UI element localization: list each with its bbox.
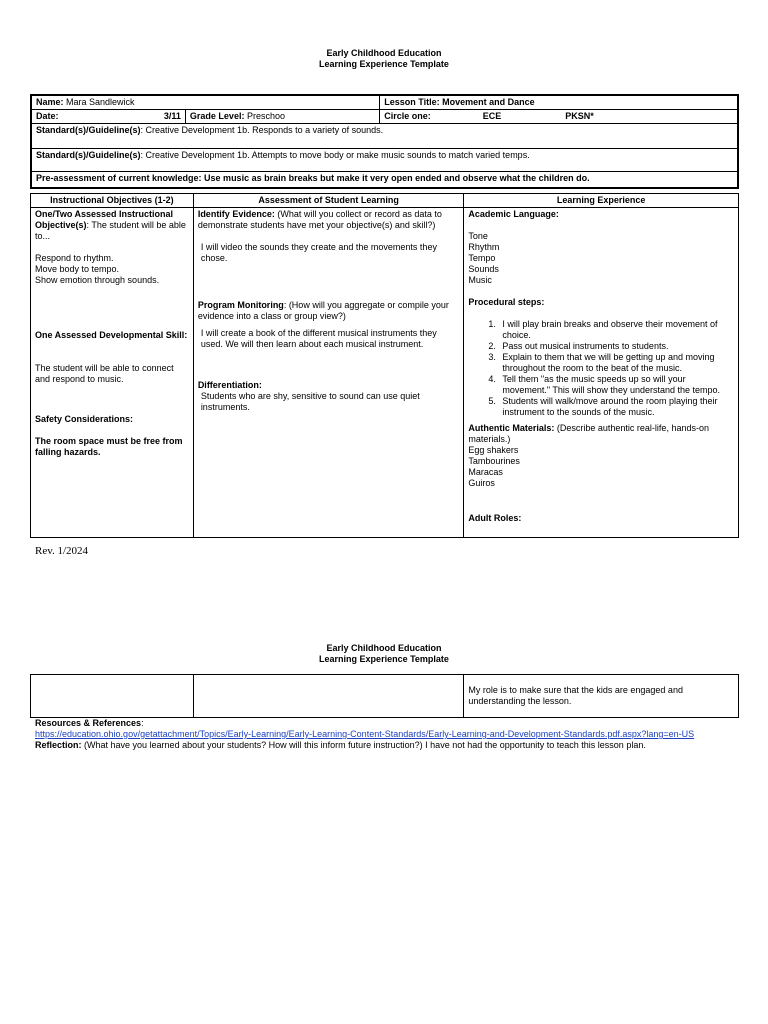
resources-section: Resources & References: https://education.ohio.gov/getattachment/Topics/Early-Learning/Early-Learning-Content-Standards/Early-Learning-and-Development-Standards.pdf.aspx?lang=en-US Reflection: (What have you learned about your students? How will this inform future instruction?) I have not had the opportunity to teach this lesson plan. <box>35 718 735 751</box>
column-header-experience: Learning Experience <box>464 194 739 208</box>
empty-cell <box>193 675 464 718</box>
objectives-cell: One/Two Assessed Instructional Objective(s): The student will be able to... Respond to rhythm. Move body to tempo. Show emotion through sounds. One Assessed Developmental Skill: The student will be able to connect and respond to music. Safety Considerations: The room space must be free from falling hazards. <box>31 208 194 538</box>
material-item: Egg shakers <box>468 445 519 455</box>
lesson-title-cell: Lesson Title: Movement and Dance <box>380 95 738 110</box>
academic-item: Music <box>468 275 492 285</box>
page-heading-1: Early Childhood Education <box>326 643 442 653</box>
circle-cell: Circle one: ECE PKSN* <box>380 110 738 124</box>
experience-cell: Academic Language: Tone Rhythm Tempo Sounds Music Procedural steps: 1. I will play brain breaks and observe their movement of choice. 2. Pass out musical instruments to students. 3. Explain to them that we will be getting up and moving throughout the room to the beat of the music. 4. Tell them "as the music speeds up so will your movement." This will show they understand the tempo. 5. Students will walk/move around the room playing their instrument to the sounds of the music. Authentic Materials: (Describe authentic real-life, hands-on materials.) Egg shakers Tambourines Maracas Guiros Adult Roles: <box>464 208 739 538</box>
name-cell: Name: Mara Sandlewick <box>31 95 380 110</box>
assessment-cell: Identify Evidence: (What will you collect or record as data to demonstrate students have met your objective(s) and skill?) I will video the sounds they create and the movements they chose. Program Monitoring: (How will you aggregate or compile your evidence into a class or group view?) I will create a book of the different musical instruments they used. We will then learn about each musical instrument. Differentiation: Students who are shy, sensitive to sound can use quiet instruments. <box>193 208 464 538</box>
date-value: 3/11 <box>163 111 181 121</box>
material-item: Tambourines <box>468 456 520 466</box>
date-cell: Date: 3/11 <box>31 110 185 124</box>
reflection-text: (What have you learned about your students? How will this inform future instruction?) I have not had the opportunity to teach this lesson plan. <box>84 740 646 750</box>
circle-pksn: PKSN* <box>565 111 594 121</box>
header-table <box>30 94 739 189</box>
lesson-title: Movement and Dance <box>442 97 535 107</box>
continuation-table <box>30 674 739 718</box>
objective-item: Move body to tempo. <box>35 264 120 274</box>
main-table <box>30 193 739 538</box>
academic-item: Tempo <box>468 253 496 263</box>
evidence-text: I will video the sounds they create and the movements they chose. <box>200 242 437 263</box>
step-item: 2. Pass out musical instruments to students. <box>498 341 734 352</box>
adult-roles-label: Adult Roles: <box>468 513 522 523</box>
adult-role-text: My role is to make sure that the kids are engaged and understanding the lesson. <box>464 675 739 718</box>
empty-cell <box>31 675 194 718</box>
material-item: Maracas <box>468 467 503 477</box>
step-item: 1. I will play brain breaks and observe their movement of choice. <box>498 319 734 341</box>
grade-value: Preschoo <box>246 111 285 121</box>
student-name: Mara Sandlewick <box>66 97 135 107</box>
grade-cell: Grade Level: Preschoo <box>185 110 379 124</box>
academic-item: Sounds <box>468 264 499 274</box>
academic-language-label: Academic Language: <box>468 209 559 219</box>
revision-note: Rev. 1/2024 <box>35 545 89 557</box>
material-item: Guiros <box>468 478 495 488</box>
developmental-skill-label: One Assessed Developmental Skill: <box>35 330 188 340</box>
objective-item: Respond to rhythm. <box>35 253 114 263</box>
procedural-steps <box>468 319 734 418</box>
resources-link[interactable]: https://education.ohio.gov/getattachment/Topics/Early-Learning/Early-Learning-Content-Standards/Early-Learning-and-Development-Standards.pdf.aspx?lang=en-US <box>35 729 695 739</box>
step-item: 5. Students will walk/move around the room playing their instrument to the sounds of the music. <box>498 396 734 418</box>
step-item: 3. Explain to them that we will be getting up and moving throughout the room to the beat of the music. <box>498 352 734 374</box>
step-item: 4. Tell them "as the music speeds up so will your movement." This will show they understand the tempo. <box>498 374 734 396</box>
differentiation-label: Differentiation: <box>197 380 262 390</box>
page-heading-1: Early Childhood Education <box>326 48 442 58</box>
developmental-skill-text: The student will be able to connect and respond to music. <box>35 363 174 384</box>
page-heading-2: Learning Experience Template <box>319 654 449 664</box>
differentiation-text: Students who are shy, sensitive to sound can use quiet instruments. <box>200 391 420 412</box>
circle-ece: ECE <box>482 111 502 121</box>
column-header-objectives: Instructional Objectives (1-2) <box>31 194 194 208</box>
standard-2-cell: Standard(s)/Guideline(s): Creative Development 1b. Attempts to move body or make music sounds to match varied temps. <box>31 149 738 172</box>
procedural-label: Procedural steps: <box>468 297 545 307</box>
objective-item: Show emotion through sounds. <box>35 275 160 285</box>
preassessment-cell: Pre-assessment of current knowledge: Use music as brain breaks but make it very open ended and observe what the children do. <box>31 172 738 189</box>
safety-label: Safety Considerations: <box>35 414 134 424</box>
monitoring-text: I will create a book of the different musical instruments they used. We will then learn about each musical instrument. <box>200 328 437 349</box>
standard-1-cell: Standard(s)/Guideline(s): Creative Development 1b. Responds to a variety of sounds. <box>31 124 738 149</box>
column-header-assessment: Assessment of Student Learning <box>193 194 464 208</box>
safety-text: The room space must be free from falling hazards. <box>35 436 183 457</box>
academic-item: Tone <box>468 231 488 241</box>
academic-item: Rhythm <box>468 242 500 252</box>
page-heading-2: Learning Experience Template <box>319 59 449 69</box>
